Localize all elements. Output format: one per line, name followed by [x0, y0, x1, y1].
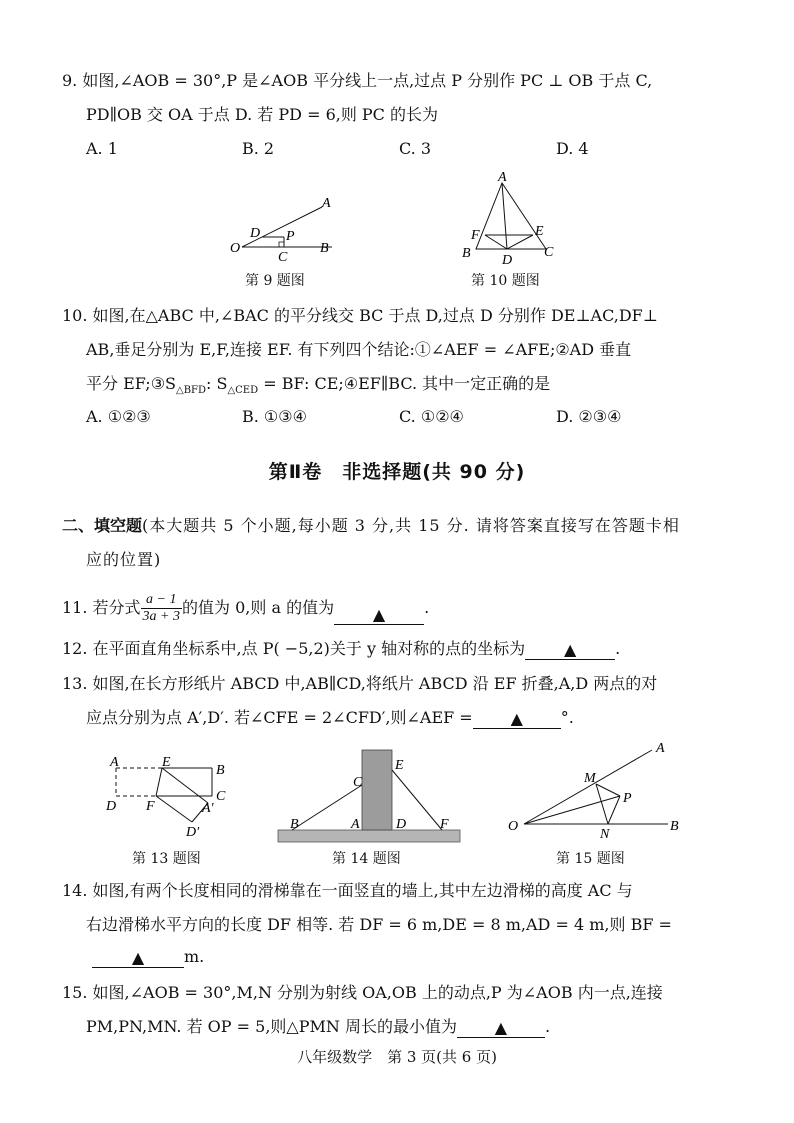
q9-option-a: A. 1	[86, 139, 118, 158]
fig15-label-b: B	[670, 819, 679, 834]
q14-line2: 右边滑梯水平方向的长度 DF 相等. 若 DF = 6 m,DE = 8 m,AD = 4 m,则 BF =	[86, 915, 672, 934]
q15-line2: PM,PN,MN. 若 OP = 5,则△PMN 周长的最小值为 ▲ .	[86, 1017, 551, 1037]
q10-subscript-bfd: △BFD	[176, 385, 206, 397]
fig14-label-b: B	[290, 817, 299, 832]
q11: 11. 若分式 $\frac{a - 1}{3a + 3}$ 的值为 0,则 a 的值为 ▲ .	[62, 592, 430, 624]
fig10-label-d: D	[502, 253, 513, 268]
q9-line1: 9. 如图,∠AOB = 30°,P 是∠AOB 平分线上一点,过点 P 分别作 PC ⊥ OB 于点 C,	[62, 71, 653, 90]
q10-line1: 10. 如图,在△ABC 中,∠BAC 的平分线交 BC 于点 D,过点 D 分别作 DE⊥AC,DF⊥	[62, 306, 658, 325]
fig10-caption: 第 10 题图	[471, 273, 540, 289]
fig15-label-p: P	[623, 791, 632, 806]
q14-line3: ▲ m.	[92, 946, 204, 968]
q9-line2: PD∥OB 交 OA 于点 D. 若 PD = 6,则 PC 的长为	[86, 105, 439, 124]
fig14-label-a: A	[351, 817, 360, 832]
fig9-label-c: C	[278, 250, 288, 265]
fig13-label-a-prime: A′	[202, 801, 214, 816]
q10-option-b: B. ①③④	[242, 407, 307, 426]
q13-answer-blank: ▲	[473, 708, 561, 729]
fig13-label-a: A	[110, 755, 119, 770]
fig14-label-d: D	[396, 817, 407, 832]
fig13-label-b: B	[216, 763, 225, 778]
fig15-label-o: O	[508, 819, 519, 834]
q11-fraction: $\frac{a - 1}{3a + 3}$	[142, 592, 180, 624]
q9-option-c: C. 3	[399, 139, 432, 158]
section-title: 第Ⅱ卷 非选择题(共 90 分)	[268, 461, 526, 483]
fig14-label-c: C	[353, 775, 363, 790]
q15-answer-blank: ▲	[457, 1017, 545, 1038]
q10-option-a: A. ①②③	[86, 407, 151, 426]
fig10-label-a: A	[498, 170, 507, 185]
fig15-label-m: M	[584, 771, 596, 786]
fig13-label-d: D	[106, 799, 117, 814]
q12-answer-blank: ▲	[525, 639, 615, 660]
figure-13	[100, 752, 240, 842]
fig13-label-e: E	[162, 755, 171, 770]
q10-line3: 平分 $EF;③S_{\triangle BFD}$: $S_{\triangle CED}$ = BF: CE;④EF∥BC. 其中一定正确的是	[86, 374, 551, 397]
fig15-label-n: N	[600, 827, 610, 842]
fig13-caption: 第 13 题图	[132, 851, 201, 867]
q13-line2: 应点分别为点 A′,D′. 若∠CFE = 2∠CFD′,则∠AEF = ▲ °.	[86, 708, 574, 728]
fig9-label-p: P	[286, 229, 295, 244]
part2-heading: 二、填空题	[62, 516, 143, 535]
q15-line1: 15. 如图,∠AOB = 30°,M,N 分别为射线 OA,OB 上的动点,P 为∠AOB 内一点,连接	[62, 983, 663, 1002]
fig9-label-d: D	[250, 226, 261, 241]
fig10-label-b: B	[462, 246, 471, 261]
fig9-caption: 第 9 题图	[245, 273, 305, 289]
q9-option-b: B. 2	[242, 139, 275, 158]
fig9-label-a: A	[322, 196, 331, 211]
fig10-label-f: F	[471, 228, 480, 243]
q10-option-c: C. ①②④	[399, 407, 464, 426]
fig13-label-f: F	[146, 799, 155, 814]
fig9-label-b: B	[320, 241, 329, 256]
q10-option-d: D. ②③④	[556, 407, 622, 426]
fig13-label-d-prime: D′	[186, 825, 200, 840]
fig14-label-f: F	[440, 817, 449, 832]
page-footer: 八年级数学 第 3 页(共 6 页)	[297, 1048, 497, 1066]
part2-line1: 二、填空题(本大题共 5 个小题,每小题 3 分,共 15 分. 请将答案直接写在答题卡相	[62, 516, 680, 535]
figure-15	[504, 738, 694, 842]
q11-answer-blank: ▲	[334, 604, 424, 625]
fig9-label-o: O	[230, 241, 241, 256]
part2-line2: 应的位置)	[86, 550, 162, 569]
q14-line1: 14. 如图,有两个长度相同的滑梯靠在一面竖直的墙上,其中左边滑梯的高度 AC 与	[62, 881, 633, 900]
q10-line2: AB,垂足分别为 E,F,连接 EF. 有下列四个结论:①∠AEF = ∠AFE;②AD 垂直	[86, 340, 632, 359]
q10-subscript-ced: △CED	[227, 385, 259, 397]
q9-option-d: D. 4	[556, 139, 589, 158]
fig13-label-c: C	[216, 789, 226, 804]
figure-9	[226, 195, 346, 265]
fig15-caption: 第 15 题图	[556, 851, 625, 867]
figure-14	[276, 748, 462, 848]
fig10-label-c: C	[544, 245, 554, 260]
fig14-caption: 第 14 题图	[332, 851, 401, 867]
q12: 12. 在平面直角坐标系中,点 P( −5,2)关于 y 轴对称的点的坐标为 ▲ .	[62, 639, 621, 659]
figure-10	[456, 168, 566, 268]
fig15-label-a: A	[656, 741, 665, 756]
q13-line1: 13. 如图,在长方形纸片 ABCD 中,AB∥CD,将纸片 ABCD 沿 EF 折叠,A,D 两点的对	[62, 674, 658, 693]
fig10-label-e: E	[535, 224, 544, 239]
q14-answer-blank: ▲	[92, 947, 184, 968]
fig14-label-e: E	[395, 758, 404, 773]
